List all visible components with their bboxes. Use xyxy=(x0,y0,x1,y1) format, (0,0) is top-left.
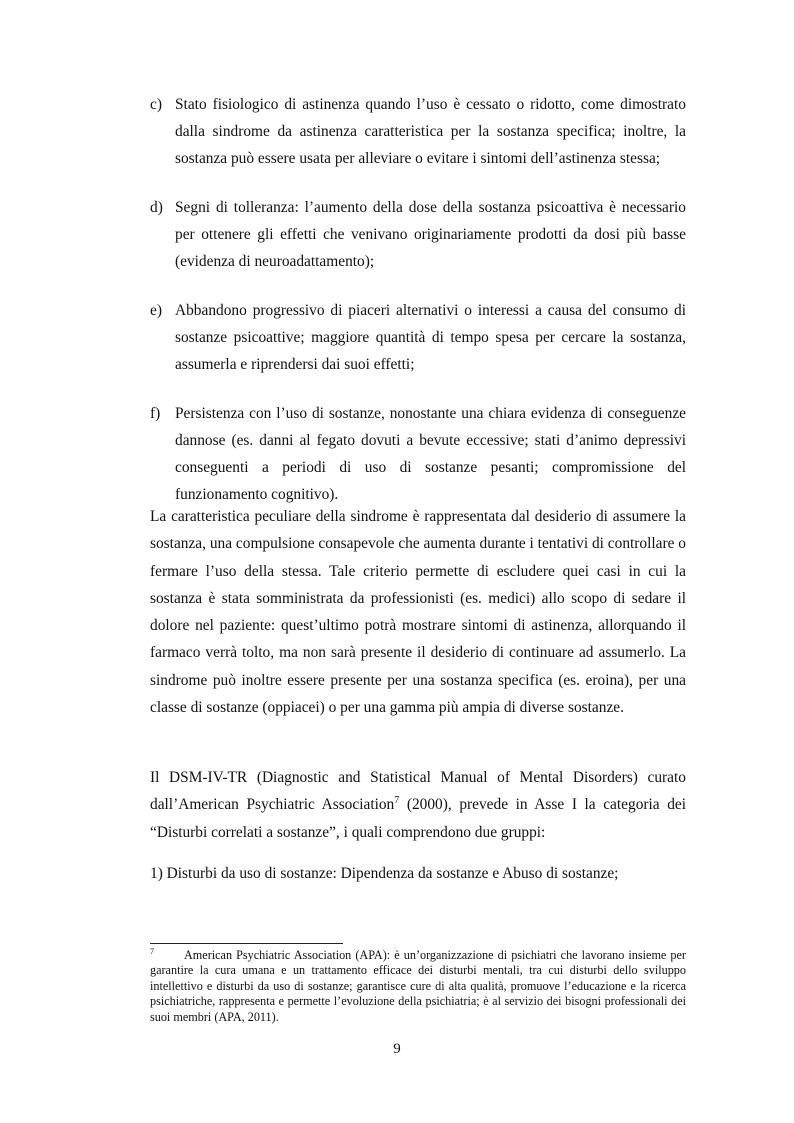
list-item xyxy=(150,400,686,508)
footnote-text: American Psychiatric Association (APA): è un’organizzazione di psichiatri che lavorano insieme per garantire la cura umana e un trattamento efficace dei disturbi mentali, tra cui disturbi dello sviluppo intellettivo e disturbi da uso di sostanze; garantisce cure di alta qualità, promuove l’educazione e la ricerca psichiatriche, rappresenta e permette l’evoluzione della psichiatria; è al servizio dei bisogni professionali dei suoi membri (APA, 2011). xyxy=(150,948,686,1024)
footnote-reference[interactable]: 7 xyxy=(394,795,400,807)
list-item-text: Abbandono progressivo di piaceri alternativi o interessi a causa del consumo di sostanze psicoattive; maggiore quantità di tempo spesa per cercare la sostanza, assumerla e riprendersi dai suoi effetti; xyxy=(175,302,686,373)
list-item xyxy=(150,194,686,275)
list-marker: c) xyxy=(150,96,162,113)
body-paragraph-syndrome: La caratteristica peculiare della sindrome è rappresentata dal desiderio di assumere la sostanza, una compulsione consapevole che aumenta durante i tentativi di controllare o fermare l’uso della stessa. Tale criterio permette di escludere quei casi in cui la sostanza è stata somministrata da professionisti (es. medici) allo scopo di sedare il dolore nel paziente: quest’ultimo potrà mostrare sintomi di astinenza, allorquando il farmaco verrà tolto, ma non sarà presente il desiderio di continuare ad assumerlo. La sindrome può inoltre essere presente per una sostanza specifica (es. eroina), per una classe di sostanze (oppiacei) o per una gamma più ampia di diverse sostanze. xyxy=(150,508,686,717)
page-number: 9 xyxy=(393,1041,401,1057)
footnote-number: 7 xyxy=(150,946,154,956)
list-item xyxy=(150,91,686,172)
list-marker: e) xyxy=(150,302,162,319)
criteria-list xyxy=(150,91,686,530)
list-item-text: Segni di tolleranza: l’aumento della dose della sostanza psicoattiva è necessario per ottenere gli effetti che venivano originariamente prodotti da dosi più basse (evidenza di neuroadattamento); xyxy=(175,199,686,270)
footnote-divider xyxy=(150,943,343,944)
dsm-text-before: Il DSM-IV-TR (Diagnostic and Statistical Manual of Mental Disorders) curato dall’American Psychiatric Association xyxy=(150,769,686,814)
footnote xyxy=(150,948,686,1025)
list-marker: d) xyxy=(150,199,163,216)
list-item xyxy=(150,297,686,378)
body-paragraph-disorders: 1) Disturbi da uso di sostanze: Dipendenza da sostanze e Abuso di sostanze; xyxy=(150,865,619,882)
list-item-text: Stato fisiologico di astinenza quando l’uso è cessato o ridotto, come dimostrato dalla sindrome da astinenza caratteristica per la sostanza specifica; inoltre, la sostanza può essere usata per alleviare o evitare i sintomi dell’astinenza stessa; xyxy=(175,96,686,167)
body-paragraph-dsm xyxy=(150,764,686,846)
list-marker: f) xyxy=(150,405,161,422)
list-item-text: Persistenza con l’uso di sostanze, nonostante una chiara evidenza di conseguenze dannose (es. danni al fegato dovuti a bevute eccessive; stati d’animo depressivi conseguenti a periodi di uso di sostanze pesanti; compromissione del funzionamento cognitivo). xyxy=(175,405,686,503)
dsm-text-after: (2000), prevede in Asse I la categoria dei “Disturbi correlati a sostanze”, i quali comprendono due gruppi: xyxy=(150,796,687,841)
